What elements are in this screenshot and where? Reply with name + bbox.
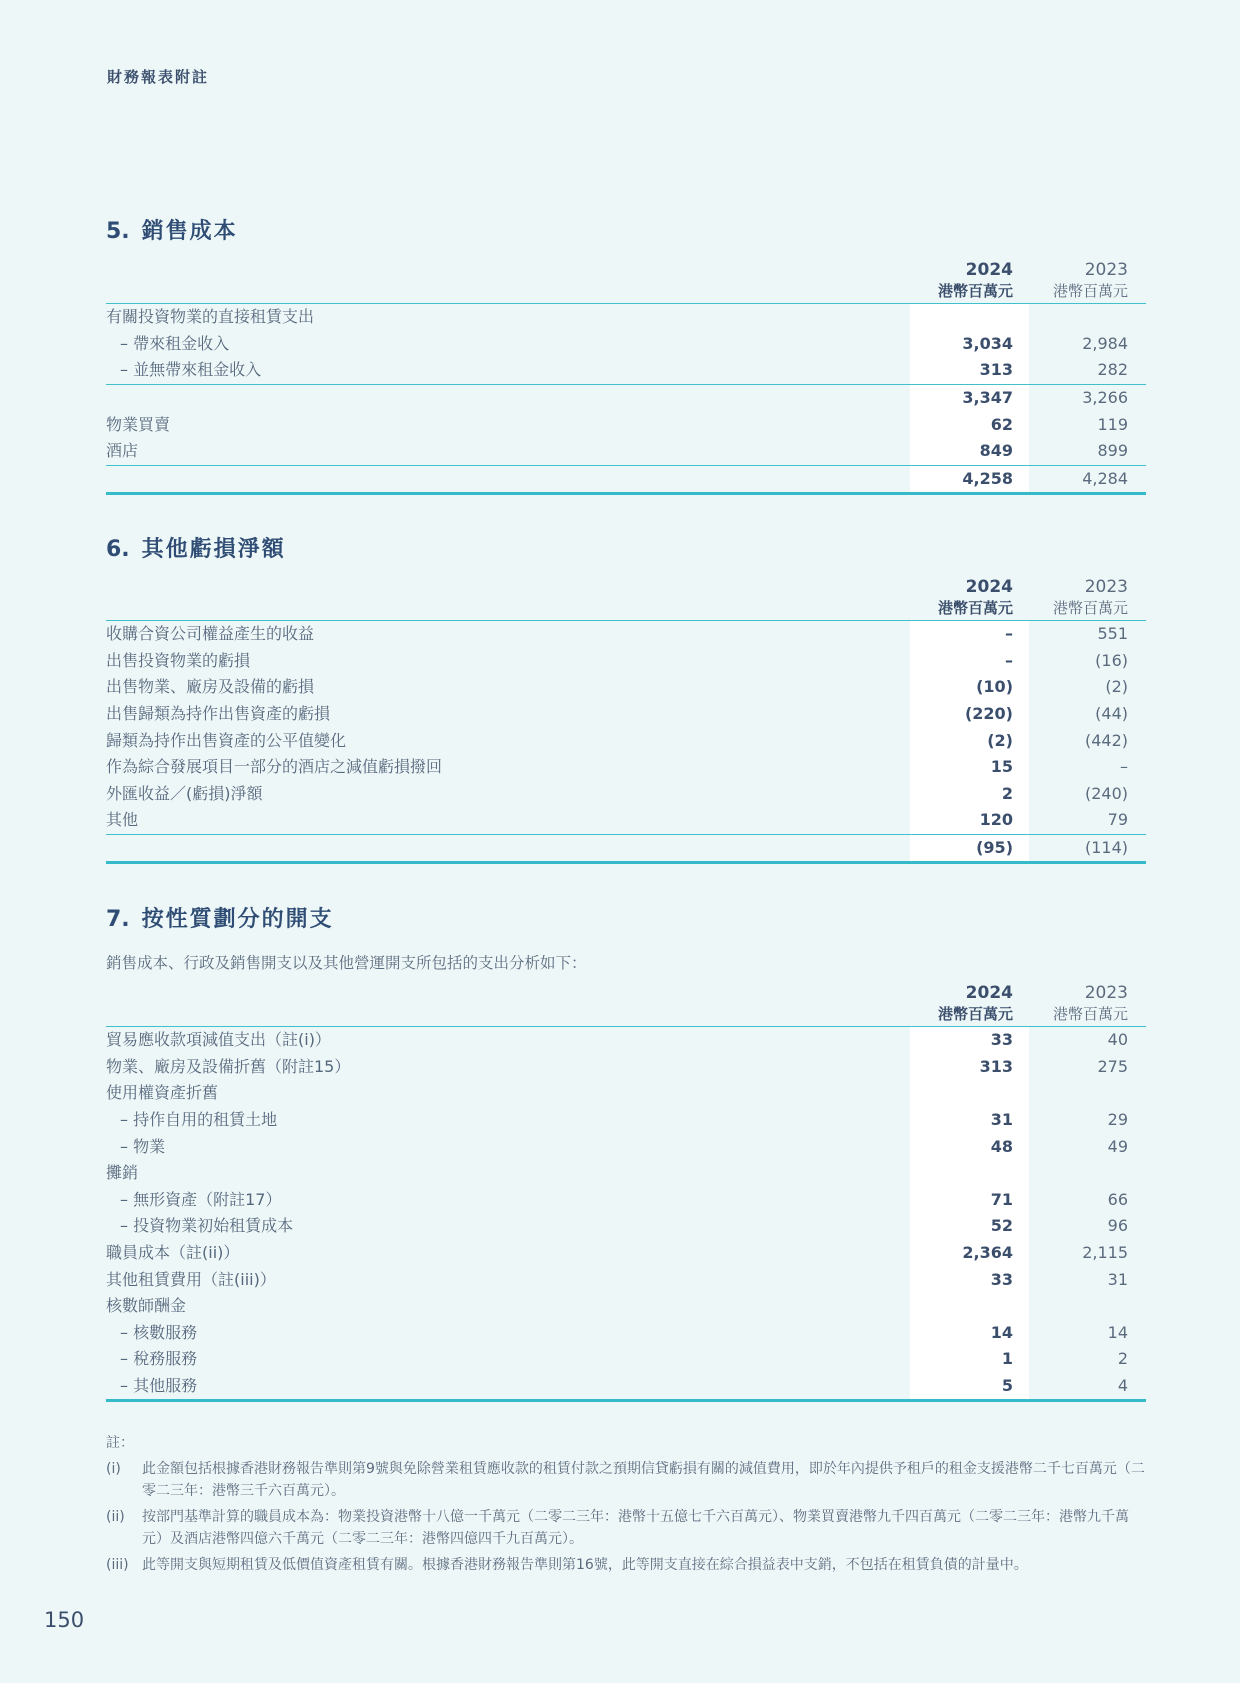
value-2024: – bbox=[910, 621, 1029, 648]
table-row bbox=[106, 1293, 1146, 1320]
total-row bbox=[106, 465, 1146, 494]
table-row bbox=[106, 727, 1146, 754]
value-2023: 2,115 bbox=[1082, 1243, 1128, 1263]
col-unit-2023: 港幣百萬元 bbox=[1029, 1004, 1146, 1027]
note-marker: (ii) bbox=[106, 1509, 125, 1525]
note-text: 此金額包括根據香港財務報告準則第9號與免除營業租賃應收款的租賃付款之預期信貸虧損有關的減值費用，即於年內提供予租戶的租金支援港幣二千七百萬元（二零二三年：港幣三千六百萬元）。 bbox=[142, 1461, 1145, 1499]
value-2023 bbox=[1029, 1293, 1146, 1320]
value-2024: 62 bbox=[910, 411, 1029, 438]
value-2023: 3,266 bbox=[1029, 384, 1146, 411]
value-2023: (114) bbox=[1029, 834, 1146, 863]
table-row bbox=[106, 1346, 1146, 1373]
row-label: 攤銷 bbox=[106, 1163, 139, 1183]
value-2024 bbox=[910, 1293, 1029, 1320]
table-row bbox=[106, 1373, 1146, 1401]
row-label: – 核數服務 bbox=[120, 1322, 198, 1342]
col-header-2023: 2023 bbox=[1084, 260, 1128, 280]
table-row bbox=[106, 701, 1146, 728]
table-row bbox=[106, 1240, 1146, 1267]
table-row bbox=[106, 674, 1146, 701]
table-row bbox=[106, 1266, 1146, 1293]
value-2024: 120 bbox=[910, 807, 1029, 834]
section-number: 7. bbox=[106, 907, 130, 932]
note-text: 按部門基準計算的職員成本為：物業投資港幣十八億一千萬元（二零二三年：港幣十五億七千六百萬元）、物業買賣港幣九千四百萬元（二零二三年：港幣九千萬元）及酒店港幣四億六千萬元（二零二三年：港幣四億四千九百萬元）。 bbox=[142, 1509, 1129, 1547]
col-unit-2024: 港幣百萬元 bbox=[910, 281, 1029, 304]
table-row bbox=[106, 648, 1146, 675]
table-row bbox=[106, 331, 1146, 358]
row-label: 作為綜合發展項目一部分的酒店之減值虧損撥回 bbox=[106, 757, 443, 777]
col-unit-2024: 港幣百萬元 bbox=[910, 1004, 1029, 1027]
cost-of-sales-table bbox=[106, 260, 1146, 495]
running-header: 財務報表附註 bbox=[107, 68, 210, 86]
section-title: 銷售成本 bbox=[141, 219, 238, 244]
value-2023: 2 bbox=[1117, 1349, 1128, 1369]
notes-heading: 註： bbox=[106, 1435, 134, 1451]
value-2024: 71 bbox=[910, 1187, 1029, 1214]
row-label: 出售歸類為持作出售資產的虧損 bbox=[106, 704, 331, 724]
value-2024: 313 bbox=[910, 1054, 1029, 1081]
value-2024: (2) bbox=[910, 727, 1029, 754]
value-2023: 899 bbox=[1097, 441, 1128, 461]
value-2023: 79 bbox=[1107, 810, 1128, 830]
value-2024: 313 bbox=[910, 357, 1029, 384]
value-2024: 15 bbox=[910, 754, 1029, 781]
value-2024 bbox=[910, 1080, 1029, 1107]
col-header-2024: 2024 bbox=[965, 260, 1013, 280]
row-label: 出售物業、廠房及設備的虧損 bbox=[106, 677, 315, 697]
note-item bbox=[106, 1506, 1146, 1550]
col-header-2023: 2023 bbox=[1084, 983, 1128, 1003]
row-label: 物業買賣 bbox=[106, 414, 171, 434]
value-2024: 3,034 bbox=[910, 331, 1029, 358]
row-label: 職員成本（註(ii)） bbox=[106, 1243, 240, 1263]
value-2023: 275 bbox=[1097, 1056, 1128, 1076]
col-header-2024: 2024 bbox=[965, 577, 1013, 597]
col-unit-2024: 港幣百萬元 bbox=[910, 598, 1029, 621]
value-2024: 3,347 bbox=[910, 384, 1029, 411]
row-label: – 無形資產（附註17） bbox=[120, 1189, 282, 1209]
value-2023 bbox=[1029, 1080, 1146, 1107]
row-label: – 帶來租金收入 bbox=[120, 333, 230, 353]
value-2024: 1 bbox=[910, 1346, 1029, 1373]
table-row bbox=[106, 807, 1146, 834]
value-2024: 849 bbox=[910, 438, 1029, 465]
table-row bbox=[106, 1160, 1146, 1187]
table-row bbox=[106, 621, 1146, 648]
value-2023: – bbox=[1120, 757, 1128, 777]
section-number: 5. bbox=[106, 219, 130, 244]
table-row bbox=[106, 1213, 1146, 1240]
value-2023 bbox=[1029, 1160, 1146, 1187]
value-2024: 33 bbox=[910, 1027, 1029, 1054]
table-row bbox=[106, 1320, 1146, 1347]
row-label: – 其他服務 bbox=[106, 1373, 910, 1401]
value-2023: 49 bbox=[1107, 1136, 1128, 1156]
row-label: 外匯收益／(虧損)淨額 bbox=[106, 783, 263, 803]
value-2024 bbox=[910, 1160, 1029, 1187]
row-label: 貿易應收款項減值支出（註(i)） bbox=[106, 1030, 331, 1050]
section-heading bbox=[106, 534, 1146, 566]
value-2024: 14 bbox=[910, 1320, 1029, 1347]
section-cost-of-sales bbox=[106, 216, 1146, 495]
value-2023: 2,984 bbox=[1082, 333, 1128, 353]
value-2023 bbox=[1029, 304, 1146, 331]
value-2024: 52 bbox=[910, 1213, 1029, 1240]
row-label bbox=[106, 834, 910, 863]
value-2023: (16) bbox=[1095, 650, 1128, 670]
section-expenses-by-nature bbox=[106, 904, 1146, 1402]
table-row bbox=[106, 411, 1146, 438]
value-2024: 31 bbox=[910, 1107, 1029, 1134]
value-2023: (240) bbox=[1084, 783, 1128, 803]
value-2023: (44) bbox=[1095, 704, 1128, 724]
value-2023: 551 bbox=[1097, 624, 1128, 644]
note-marker: (i) bbox=[106, 1461, 121, 1477]
note-marker: (iii) bbox=[106, 1557, 129, 1573]
value-2024: (95) bbox=[910, 834, 1029, 863]
row-label: 使用權資產折舊 bbox=[106, 1083, 219, 1103]
row-label: – 並無帶來租金收入 bbox=[120, 360, 262, 380]
table-row bbox=[106, 781, 1146, 808]
col-unit-2023: 港幣百萬元 bbox=[1029, 281, 1146, 304]
value-2023: (2) bbox=[1105, 677, 1128, 697]
row-label: 酒店 bbox=[106, 441, 139, 461]
value-2024: 5 bbox=[910, 1373, 1029, 1401]
note-item bbox=[106, 1458, 1146, 1502]
table-row bbox=[106, 754, 1146, 781]
table-row bbox=[106, 1133, 1146, 1160]
section-title: 按性質劃分的開支 bbox=[141, 907, 334, 932]
row-label: 有關投資物業的直接租賃支出 bbox=[106, 307, 315, 327]
value-2024: 2 bbox=[910, 781, 1029, 808]
value-2023: 4 bbox=[1029, 1373, 1146, 1401]
value-2023: 96 bbox=[1107, 1216, 1128, 1236]
section-heading bbox=[106, 216, 1146, 248]
value-2023: 14 bbox=[1107, 1322, 1128, 1342]
value-2024: 33 bbox=[910, 1266, 1029, 1293]
row-label: 其他 bbox=[106, 810, 139, 830]
value-2024 bbox=[910, 304, 1029, 331]
table-row bbox=[106, 1080, 1146, 1107]
subtotal-row bbox=[106, 384, 1146, 411]
value-2023: 282 bbox=[1097, 360, 1128, 380]
other-losses-table bbox=[106, 577, 1146, 864]
section-heading bbox=[106, 904, 1146, 936]
col-header-2023: 2023 bbox=[1084, 577, 1128, 597]
table-row bbox=[106, 1107, 1146, 1134]
value-2023: 66 bbox=[1107, 1189, 1128, 1209]
row-label: – 稅務服務 bbox=[120, 1349, 198, 1369]
section-title: 其他虧損淨額 bbox=[141, 537, 286, 562]
row-label bbox=[106, 384, 910, 411]
value-2023: 40 bbox=[1107, 1030, 1128, 1050]
value-2023: 119 bbox=[1097, 414, 1128, 434]
table-row bbox=[106, 304, 1146, 331]
row-label: 物業、廠房及設備折舊（附註15） bbox=[106, 1056, 351, 1076]
row-label: 其他租賃費用（註(iii)） bbox=[106, 1269, 276, 1289]
value-2024: 4,258 bbox=[910, 465, 1029, 494]
section-number: 6. bbox=[106, 537, 130, 562]
col-header-2024: 2024 bbox=[965, 983, 1013, 1003]
value-2023: 31 bbox=[1107, 1269, 1128, 1289]
value-2023: 29 bbox=[1107, 1110, 1128, 1130]
row-label bbox=[106, 465, 910, 494]
section-intro: 銷售成本、行政及銷售開支以及其他營運開支所包括的支出分析如下： bbox=[106, 954, 587, 972]
row-label: – 投資物業初始租賃成本 bbox=[120, 1216, 294, 1236]
row-label: 核數師酬金 bbox=[106, 1296, 187, 1316]
page-number: 150 bbox=[44, 1608, 85, 1632]
value-2024: – bbox=[910, 648, 1029, 675]
table-row bbox=[106, 438, 1146, 465]
table-row bbox=[106, 1187, 1146, 1214]
value-2024: (10) bbox=[910, 674, 1029, 701]
table-row bbox=[106, 357, 1146, 384]
col-unit-2023: 港幣百萬元 bbox=[1029, 598, 1146, 621]
section-other-losses bbox=[106, 534, 1146, 864]
expenses-table bbox=[106, 983, 1146, 1402]
value-2023: 4,284 bbox=[1029, 465, 1146, 494]
value-2024: (220) bbox=[910, 701, 1029, 728]
table-row bbox=[106, 1027, 1146, 1054]
notes bbox=[106, 1432, 1146, 1580]
value-2024: 2,364 bbox=[910, 1240, 1029, 1267]
table-row bbox=[106, 1054, 1146, 1081]
note-item bbox=[106, 1554, 1146, 1576]
note-text: 此等開支與短期租賃及低價值資產租賃有關。根據香港財務報告準則第16號，此等開支直接在綜合損益表中支銷，不包括在租賃負債的計量中。 bbox=[142, 1557, 1028, 1573]
value-2024: 48 bbox=[910, 1133, 1029, 1160]
row-label: – 持作自用的租賃土地 bbox=[120, 1110, 278, 1130]
total-row bbox=[106, 834, 1146, 863]
row-label: 歸類為持作出售資產的公平值變化 bbox=[106, 730, 347, 750]
value-2023: (442) bbox=[1084, 730, 1128, 750]
row-label: 收購合資公司權益產生的收益 bbox=[106, 624, 315, 644]
row-label: 出售投資物業的虧損 bbox=[106, 650, 251, 670]
row-label: – 物業 bbox=[120, 1136, 166, 1156]
